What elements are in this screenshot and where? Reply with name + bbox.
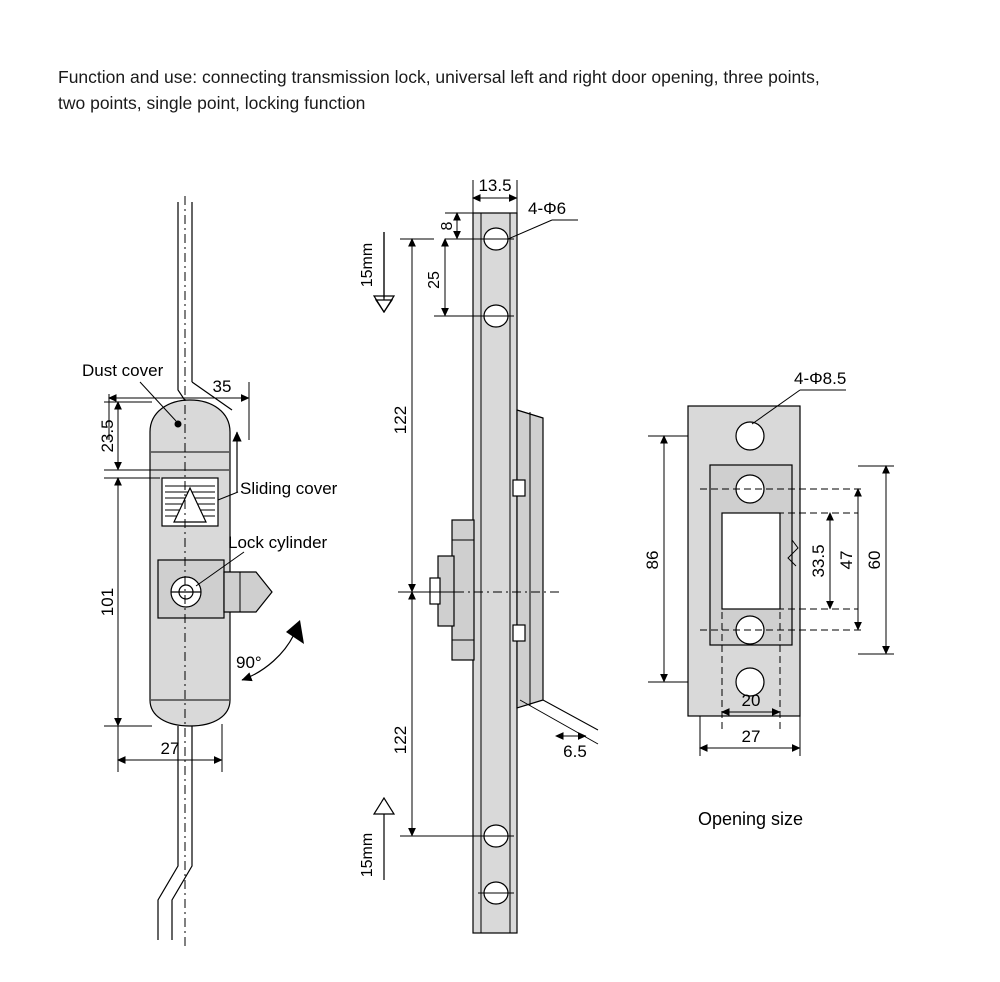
dim-27-opening bbox=[700, 716, 800, 756]
dim-60 bbox=[858, 466, 894, 654]
side-view bbox=[359, 176, 598, 933]
cylinder-nose bbox=[430, 578, 440, 604]
dim-27-opening-label: 27 bbox=[741, 727, 761, 746]
caption-line-1: Function and use: connecting transmission lock, universal left and right door opening, three points, bbox=[58, 67, 820, 87]
stroke-bottom-label: 15mm bbox=[359, 832, 376, 878]
plate-tab-bottom bbox=[513, 625, 525, 641]
lower-rod-left bbox=[158, 726, 178, 940]
cam-lever bbox=[224, 572, 272, 612]
dim-122-top bbox=[391, 239, 460, 592]
dim-60-label: 60 bbox=[865, 550, 884, 570]
hole-top-label: 4-Φ6 bbox=[528, 199, 567, 218]
dim-6-5 bbox=[520, 700, 598, 761]
lower-rod-right bbox=[172, 726, 192, 940]
dim-33-5-label: 33.5 bbox=[809, 544, 828, 578]
dim-35-label: 35 bbox=[212, 377, 232, 396]
stroke-top-label: 15mm bbox=[359, 242, 376, 288]
dim-122-top-label: 122 bbox=[391, 405, 410, 435]
dim-25-label: 25 bbox=[426, 271, 443, 289]
dim-23-5-label: 23.5 bbox=[98, 419, 117, 453]
lock-cylinder-label: Lock cylinder bbox=[228, 533, 328, 552]
opening-hole-label: 4-Φ8.5 bbox=[794, 369, 847, 388]
opening-size-view bbox=[643, 369, 894, 829]
dim-86 bbox=[643, 436, 688, 682]
front-view bbox=[82, 196, 338, 948]
dim-13-5-label: 13.5 bbox=[478, 176, 512, 195]
dim-6-5-label: 6.5 bbox=[563, 742, 587, 761]
dim-23-5 bbox=[98, 402, 152, 470]
dim-8-label: 8 bbox=[439, 221, 456, 231]
plate-tab-top bbox=[513, 480, 525, 496]
dim-27-front-label: 27 bbox=[160, 739, 180, 758]
sliding-cover-label: Sliding cover bbox=[240, 479, 338, 498]
stroke-arrow-bottom bbox=[359, 798, 394, 880]
opening-cutout bbox=[722, 513, 780, 609]
dim-101-label: 101 bbox=[98, 587, 117, 617]
stroke-arrow-top bbox=[359, 232, 394, 312]
opening-size-label: Opening size bbox=[698, 809, 804, 829]
dust-cover-label: Dust cover bbox=[82, 361, 164, 380]
dim-47-label: 47 bbox=[837, 550, 856, 570]
dim-27-front bbox=[118, 724, 222, 772]
dim-122-bottom-label: 122 bbox=[391, 725, 410, 755]
dim-86-label: 86 bbox=[643, 550, 662, 570]
dim-33-5 bbox=[809, 513, 830, 609]
dust-cover-point bbox=[175, 421, 182, 428]
dim-20-label: 20 bbox=[741, 691, 761, 710]
leader-4-phi-6 bbox=[508, 220, 578, 239]
lock-body-side bbox=[452, 520, 474, 660]
caption-line-2: two points, single point, locking function bbox=[58, 93, 366, 113]
dim-13-5 bbox=[473, 176, 517, 214]
angle-label: 90° bbox=[236, 653, 262, 672]
